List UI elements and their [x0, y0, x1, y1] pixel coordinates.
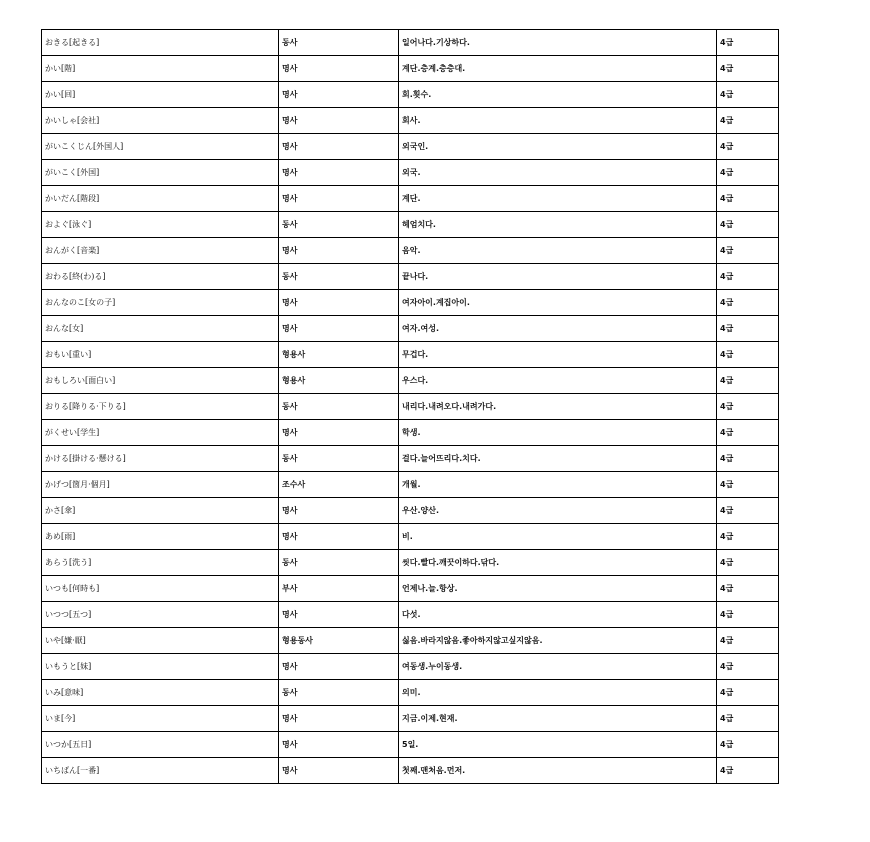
meaning-cell: 회.횟수.	[399, 82, 717, 108]
part-of-speech-cell: 명사	[279, 524, 399, 550]
part-of-speech-cell: 동사	[279, 30, 399, 56]
meaning-cell: 개월.	[399, 472, 717, 498]
part-of-speech-cell: 부사	[279, 576, 399, 602]
meaning-cell: 외국.	[399, 160, 717, 186]
part-of-speech-cell: 명사	[279, 108, 399, 134]
word-cell: おんなのこ[女の子]	[42, 290, 279, 316]
word-cell: いちばん[一番]	[42, 758, 279, 784]
table-row	[42, 420, 779, 446]
meaning-cell: 헤엄치다.	[399, 212, 717, 238]
table-row	[42, 654, 779, 680]
table-row	[42, 394, 779, 420]
meaning-cell: 학생.	[399, 420, 717, 446]
level-cell: 4급	[717, 758, 779, 784]
word-cell: いや[嫌·厭]	[42, 628, 279, 654]
level-cell: 4급	[717, 706, 779, 732]
meaning-cell: 5일.	[399, 732, 717, 758]
part-of-speech-cell: 명사	[279, 654, 399, 680]
part-of-speech-cell: 명사	[279, 420, 399, 446]
word-cell: いつつ[五つ]	[42, 602, 279, 628]
part-of-speech-cell: 명사	[279, 732, 399, 758]
part-of-speech-cell: 동사	[279, 212, 399, 238]
table-row	[42, 732, 779, 758]
part-of-speech-cell: 명사	[279, 758, 399, 784]
word-cell: がいこくじん[外国人]	[42, 134, 279, 160]
part-of-speech-cell: 형용사	[279, 368, 399, 394]
table-row	[42, 628, 779, 654]
table-row	[42, 498, 779, 524]
word-cell: かける[掛ける·懸ける]	[42, 446, 279, 472]
meaning-cell: 여동생.누이동생.	[399, 654, 717, 680]
table-row	[42, 82, 779, 108]
word-cell: かい[階]	[42, 56, 279, 82]
meaning-cell: 여자.여성.	[399, 316, 717, 342]
level-cell: 4급	[717, 446, 779, 472]
word-cell: かさ[傘]	[42, 498, 279, 524]
meaning-cell: 싫음.바라지않음.좋아하지않고싶지않음.	[399, 628, 717, 654]
level-cell: 4급	[717, 628, 779, 654]
table-row	[42, 160, 779, 186]
word-cell: おもい[重い]	[42, 342, 279, 368]
meaning-cell: 지금.이제.현재.	[399, 706, 717, 732]
level-cell: 4급	[717, 342, 779, 368]
vocabulary-table-body	[42, 30, 779, 784]
part-of-speech-cell: 명사	[279, 290, 399, 316]
level-cell: 4급	[717, 160, 779, 186]
word-cell: がくせい[学生]	[42, 420, 279, 446]
meaning-cell: 걸다.늘어뜨리다.치다.	[399, 446, 717, 472]
part-of-speech-cell: 명사	[279, 602, 399, 628]
level-cell: 4급	[717, 108, 779, 134]
level-cell: 4급	[717, 524, 779, 550]
word-cell: いみ[意味]	[42, 680, 279, 706]
vocabulary-table	[41, 29, 779, 784]
meaning-cell: 첫째.맨처음.먼저.	[399, 758, 717, 784]
word-cell: おんがく[音楽]	[42, 238, 279, 264]
meaning-cell: 우스다.	[399, 368, 717, 394]
level-cell: 4급	[717, 56, 779, 82]
table-row	[42, 368, 779, 394]
level-cell: 4급	[717, 732, 779, 758]
meaning-cell: 회사.	[399, 108, 717, 134]
meaning-cell: 내리다.내려오다.내려가다.	[399, 394, 717, 420]
meaning-cell: 일어나다.기상하다.	[399, 30, 717, 56]
word-cell: おりる[降りる·下りる]	[42, 394, 279, 420]
table-row	[42, 290, 779, 316]
level-cell: 4급	[717, 420, 779, 446]
part-of-speech-cell: 명사	[279, 134, 399, 160]
table-row	[42, 758, 779, 784]
word-cell: かい[回]	[42, 82, 279, 108]
table-row	[42, 316, 779, 342]
level-cell: 4급	[717, 264, 779, 290]
word-cell: おわる[終(わ)る]	[42, 264, 279, 290]
table-row	[42, 706, 779, 732]
table-row	[42, 30, 779, 56]
meaning-cell: 계단.	[399, 186, 717, 212]
part-of-speech-cell: 명사	[279, 238, 399, 264]
table-row	[42, 576, 779, 602]
level-cell: 4급	[717, 30, 779, 56]
table-row	[42, 212, 779, 238]
meaning-cell: 의미.	[399, 680, 717, 706]
word-cell: いつも[何時も]	[42, 576, 279, 602]
part-of-speech-cell: 동사	[279, 550, 399, 576]
level-cell: 4급	[717, 186, 779, 212]
level-cell: 4급	[717, 290, 779, 316]
word-cell: あめ[雨]	[42, 524, 279, 550]
level-cell: 4급	[717, 680, 779, 706]
table-row	[42, 186, 779, 212]
table-row	[42, 550, 779, 576]
word-cell: かいだん[階段]	[42, 186, 279, 212]
meaning-cell: 우산.양산.	[399, 498, 717, 524]
level-cell: 4급	[717, 654, 779, 680]
level-cell: 4급	[717, 550, 779, 576]
part-of-speech-cell: 명사	[279, 56, 399, 82]
part-of-speech-cell: 명사	[279, 186, 399, 212]
meaning-cell: 비.	[399, 524, 717, 550]
part-of-speech-cell: 명사	[279, 706, 399, 732]
meaning-cell: 음악.	[399, 238, 717, 264]
level-cell: 4급	[717, 82, 779, 108]
part-of-speech-cell: 명사	[279, 498, 399, 524]
part-of-speech-cell: 동사	[279, 394, 399, 420]
part-of-speech-cell: 형용사	[279, 342, 399, 368]
level-cell: 4급	[717, 212, 779, 238]
word-cell: あらう[洗う]	[42, 550, 279, 576]
table-row	[42, 108, 779, 134]
word-cell: おもしろい[面白い]	[42, 368, 279, 394]
part-of-speech-cell: 형용동사	[279, 628, 399, 654]
level-cell: 4급	[717, 368, 779, 394]
table-row	[42, 446, 779, 472]
table-row	[42, 134, 779, 160]
level-cell: 4급	[717, 134, 779, 160]
table-row	[42, 342, 779, 368]
meaning-cell: 언제나.늘.항상.	[399, 576, 717, 602]
table-row	[42, 472, 779, 498]
meaning-cell: 끝나다.	[399, 264, 717, 290]
word-cell: おきる[起きる]	[42, 30, 279, 56]
part-of-speech-cell: 동사	[279, 446, 399, 472]
meaning-cell: 씻다.빨다.깨끗이하다.닦다.	[399, 550, 717, 576]
meaning-cell: 외국인.	[399, 134, 717, 160]
word-cell: いもうと[妹]	[42, 654, 279, 680]
part-of-speech-cell: 명사	[279, 160, 399, 186]
level-cell: 4급	[717, 602, 779, 628]
meaning-cell: 다섯.	[399, 602, 717, 628]
part-of-speech-cell: 조수사	[279, 472, 399, 498]
word-cell: かげつ[箇月·個月]	[42, 472, 279, 498]
level-cell: 4급	[717, 394, 779, 420]
level-cell: 4급	[717, 472, 779, 498]
word-cell: がいこく[外国]	[42, 160, 279, 186]
table-row	[42, 56, 779, 82]
word-cell: いつか[五日]	[42, 732, 279, 758]
meaning-cell: 계단.층계.층층대.	[399, 56, 717, 82]
meaning-cell: 무겁다.	[399, 342, 717, 368]
part-of-speech-cell: 명사	[279, 82, 399, 108]
table-row	[42, 524, 779, 550]
part-of-speech-cell: 명사	[279, 316, 399, 342]
table-row	[42, 602, 779, 628]
part-of-speech-cell: 동사	[279, 680, 399, 706]
meaning-cell: 여자아이.계집아이.	[399, 290, 717, 316]
table-row	[42, 680, 779, 706]
part-of-speech-cell: 동사	[279, 264, 399, 290]
level-cell: 4급	[717, 238, 779, 264]
word-cell: およぐ[泳ぐ]	[42, 212, 279, 238]
table-row	[42, 264, 779, 290]
word-cell: おんな[女]	[42, 316, 279, 342]
level-cell: 4급	[717, 576, 779, 602]
word-cell: かいしゃ[会社]	[42, 108, 279, 134]
level-cell: 4급	[717, 498, 779, 524]
table-row	[42, 238, 779, 264]
level-cell: 4급	[717, 316, 779, 342]
word-cell: いま[今]	[42, 706, 279, 732]
